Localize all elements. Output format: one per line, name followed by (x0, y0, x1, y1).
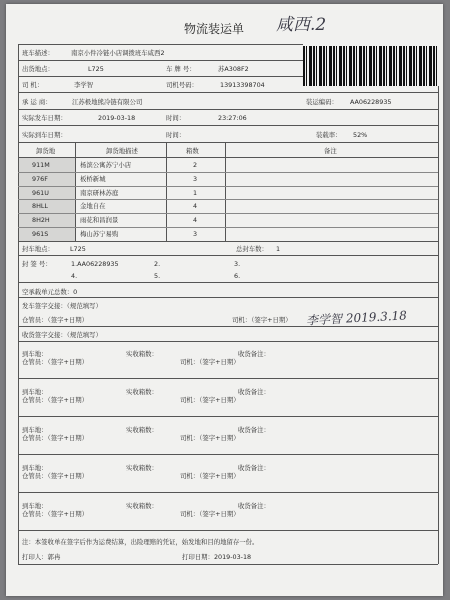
sender-sign-label: 发车签字交接：（规范填写） (22, 302, 102, 310)
box-count: 1 (193, 188, 198, 197)
unload-code: 961S (32, 230, 49, 238)
printed-by: 打印人：郭冉 (22, 553, 61, 561)
actual-boxes-label: 实收箱数： (126, 388, 158, 396)
total-seals-value: 1 (276, 245, 281, 253)
unload-desc: 杨滨公寓苏宁小店 (80, 161, 132, 169)
print-date: 打印日期：2019-03-18 (182, 553, 252, 561)
keeper-sign-label: 仓管员：（签字+日期） (22, 472, 89, 480)
seal-no-4: 4. (71, 272, 78, 280)
seal-point-value: L725 (70, 245, 86, 253)
waybill-number-label: 装运编码： (306, 98, 338, 106)
unload-code: 961U (32, 188, 49, 197)
col-unload-desc: 卸货地描述 (106, 147, 138, 155)
unload-desc: 梅山苏宁易购 (80, 230, 119, 238)
arrival-point-label: 到车地： (22, 464, 48, 472)
carrier-value: 江苏极地熊冷链有限公司 (72, 98, 143, 106)
departure-time-value: 23:27:06 (218, 114, 247, 122)
arrival-point-label: 到车地： (22, 502, 48, 510)
unload-code: 8HLL (32, 202, 48, 211)
empty-basket-label: 空承载单元总数：0 (22, 288, 78, 296)
col-remarks: 备注 (324, 147, 337, 155)
block-driver-sign-label: 司机：（签字+日期） (180, 358, 240, 366)
seal-no-5: 5. (154, 272, 161, 280)
unload-desc: 南京研林苏庭 (80, 188, 119, 197)
arrival-point-label: 到车地： (22, 388, 48, 396)
origin-value: L725 (88, 65, 104, 73)
seal-no-2: 2. (154, 260, 161, 268)
warehouse-sign-label: 仓管员：（签字+日期） (22, 316, 89, 324)
keeper-sign-label: 仓管员：（签字+日期） (22, 358, 89, 366)
arrival-point-label: 到车地： (22, 426, 48, 434)
unload-code: 8H2H (32, 216, 50, 225)
total-seals-label: 总封车数： (236, 245, 268, 253)
block-driver-sign-label: 司机：（签字+日期） (180, 510, 240, 518)
box-count: 2 (193, 161, 198, 169)
unload-desc: 金地自在 (80, 202, 106, 211)
waybill-sheet (6, 4, 443, 596)
load-rate-value: 52% (353, 131, 368, 139)
actual-departure-date: 2019-03-18 (98, 114, 136, 122)
plate-value: 苏A308F2 (218, 65, 249, 73)
keeper-sign-label: 仓管员：（签字+日期） (22, 396, 89, 404)
receipt-remark-label: 收货备注： (238, 388, 270, 396)
load-rate-label: 装载率： (316, 131, 342, 139)
receipt-remark-label: 收货备注： (238, 502, 270, 510)
seal-number-label: 封 签 号： (22, 260, 52, 268)
actual-boxes-label: 实收箱数： (126, 502, 158, 510)
driver-phone-value: 13913398704 (220, 81, 265, 89)
seal-no-6: 6. (234, 272, 241, 280)
box-count: 4 (193, 202, 198, 211)
seal-point-label: 封车地点： (22, 245, 54, 253)
unload-code: 976F (32, 174, 48, 183)
unload-desc: 雨花和昌润景 (80, 216, 119, 225)
origin-label: 出货地点： (22, 65, 54, 73)
unload-desc: 板桥新城 (80, 174, 106, 183)
route-value: 南京小件冷链小店调拨班车咸西2 (71, 49, 165, 57)
driver-label: 司 机： (22, 81, 44, 89)
col-unload-point: 卸货地 (36, 147, 56, 155)
driver-phone-label: 司机号码： (166, 81, 198, 89)
box-count: 3 (193, 174, 198, 183)
seal-no-1: 1.AA06228935 (71, 260, 119, 268)
actual-boxes-label: 实收箱数： (126, 426, 158, 434)
waybill-number-value: AA06228935 (350, 98, 392, 106)
box-count: 4 (193, 216, 198, 225)
block-driver-sign-label: 司机：（签字+日期） (180, 396, 240, 404)
route-label: 班车描述： (22, 49, 54, 57)
actual-boxes-label: 实收箱数： (126, 464, 158, 472)
receiver-sign-label: 收货签字交接：（规范填写） (22, 331, 102, 339)
actual-arrival-label: 实际到车日期： (22, 131, 67, 139)
arrival-time-label: 时间： (166, 131, 186, 139)
keeper-sign-label: 仓管员：（签字+日期） (22, 434, 89, 442)
document-title: 物流装运单 (184, 22, 245, 36)
col-boxes: 箱数 (186, 147, 199, 155)
actual-departure-label: 实际发车日期： (22, 114, 67, 122)
arrival-point-label: 到车地： (22, 350, 48, 358)
block-driver-sign-label: 司机：（签字+日期） (180, 472, 240, 480)
barcode-image (303, 46, 438, 86)
handwritten-driver-signature: 李学智 2019.3.18 (305, 308, 408, 328)
handwritten-title-note: 咸西.2 (276, 15, 327, 35)
box-count: 3 (193, 230, 198, 238)
footer-note: 注：本签收单在签字后作为运费结算，出险理赔的凭证，始发地和目的地留存一份。 (22, 538, 259, 546)
plate-label: 车 牌 号： (166, 65, 196, 73)
driver-value: 李学智 (74, 81, 94, 89)
actual-boxes-label: 实收箱数： (126, 350, 158, 358)
receipt-remark-label: 收货备注： (238, 350, 270, 358)
seal-no-3: 3. (234, 260, 241, 268)
receipt-remark-label: 收货备注： (238, 426, 270, 434)
block-driver-sign-label: 司机：（签字+日期） (180, 434, 240, 442)
receipt-remark-label: 收货备注： (238, 464, 270, 472)
driver-sign-label: 司机：（签字+日期） (232, 316, 292, 324)
departure-time-label: 时间： (166, 114, 186, 122)
keeper-sign-label: 仓管员：（签字+日期） (22, 510, 89, 518)
unload-code: 911M (32, 161, 50, 169)
carrier-label: 承 运 商： (22, 98, 52, 106)
